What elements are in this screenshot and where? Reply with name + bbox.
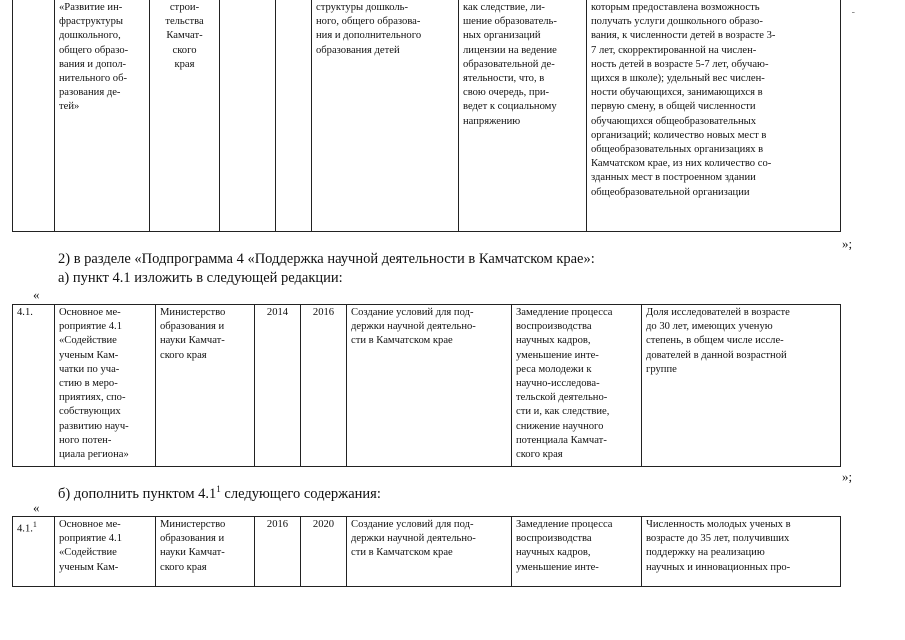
- section-paragraph: 2) в разделе «Подпрограмма 4 «Поддержка научной деятельности в Камчатском крае»:: [58, 251, 595, 267]
- cell-num: [13, 517, 55, 587]
- table-row: [13, 0, 841, 232]
- cell-expected-result: Создание условий для под- держки научной деятельно- сти в Камчатском крае: [347, 305, 512, 467]
- table-row: [13, 305, 841, 467]
- cell-start-year: [220, 0, 276, 232]
- cell-end-year: 2016: [301, 305, 347, 467]
- open-quote: «: [33, 500, 40, 515]
- cell-executor: Министерство образования и науки Камчат- ского края: [156, 517, 255, 587]
- cell-expected-result: структуры дошколь- ного, общего образова- ния и дополнительного образования детей: [312, 0, 459, 232]
- table-row: [13, 517, 841, 587]
- item-a-paragraph: а) пункт 4.1 изложить в следующей редакции:: [58, 270, 343, 286]
- cell-activity-name: Основное ме- роприятие 4.1 «Содействие ученым Кам- чатки по уча- стию в меро- приятиях, спо- собствующих развитию науч- ного потен- циала региона»: [55, 305, 156, 467]
- item-b-paragraph: [58, 484, 381, 503]
- cell-end-year: [276, 0, 312, 232]
- cell-consequences: как следствие, ли- шение образователь- ных организаций лицензии на ведение образовательной де- ятельности, что, в свою очередь, при- ведет к социальному напряжению: [459, 0, 587, 232]
- cell-num-text: 4.1.: [17, 523, 33, 535]
- cell-indicator: Доля исследователей в возрасте до 30 лет, имеющих ученую степень, в общем числе иссле- дователей в данной возрастной группе: [642, 305, 841, 467]
- cell-num-superscript: 1: [32, 520, 37, 529]
- table-item-4-1: [12, 304, 841, 467]
- cell-indicator: Численность молодых ученых в возрасте до 35 лет, получивших поддержку на реализацию научных и инновационных про-: [642, 517, 841, 587]
- cell-num: [13, 0, 55, 232]
- close-quote: »;: [842, 469, 853, 484]
- cell-activity-name: Основное ме- роприятие 4.1 «Содействие ученым Кам-: [55, 517, 156, 587]
- cell-consequences: Замедление процесса воспроизводства научных кадров, уменьшение инте-: [512, 517, 642, 587]
- table-continuation: [12, 0, 841, 232]
- cell-expected-result: Создание условий для под- держки научной деятельно- сти в Камчатском крае: [347, 517, 512, 587]
- cell-executor: строи- тельства Камчат- ского края: [150, 0, 220, 232]
- table-item-4-1-1: [12, 516, 841, 587]
- close-quote: »;: [842, 236, 853, 251]
- cell-indicator: которым предоставлена возможность получать услуги дошкольного образо- вания, к численности детей в возрасте 3- 7 лет, скорректированной на числен- ность детей в возрасте 5-7 лет, обучаю- щихся в школе); удельный вес числен- ности обучающихся, занимающихся в первую смену, в общей численности обучающихся общеобразовательных организаций; количество новых мест в общеобразовательных организациях в Камчатском крае, из них количество со- зданных мест в построенном здании общеобразовательной организации: [587, 0, 841, 232]
- cell-activity-name: «Развитие ин- фраструктуры дошкольного, общего образо- вания и допол- нительного об- разования де- тей»: [55, 0, 150, 232]
- item-b-text-end: следующего содержания:: [220, 485, 381, 502]
- open-quote: «: [33, 287, 40, 302]
- cell-start-year: 2014: [255, 305, 301, 467]
- cell-executor: Министерство образования и науки Камчат- ского края: [156, 305, 255, 467]
- item-b-text: б) дополнить пунктом 4.1: [58, 485, 217, 502]
- cell-num: 4.1.: [13, 305, 55, 467]
- corner-mark: -: [851, 7, 855, 18]
- cell-consequences: Замедление процесса воспроизводства научных кадров, уменьшение инте- реса молодежи к научно-исследова- тельской деятельно- сти и, как следствие, снижение научного потенциала Камчат- ского края: [512, 305, 642, 467]
- cell-end-year: 2020: [301, 517, 347, 587]
- cell-start-year: 2016: [255, 517, 301, 587]
- item-b-superscript: 1: [216, 484, 221, 494]
